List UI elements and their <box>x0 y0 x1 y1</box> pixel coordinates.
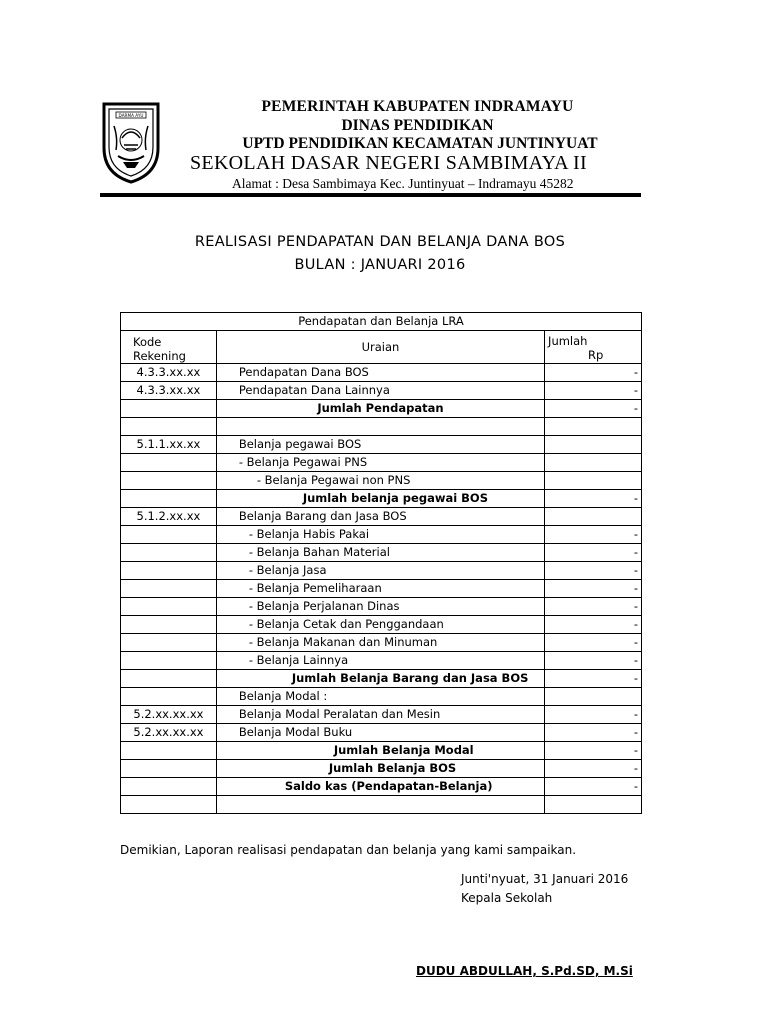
header-uraian: Uraian <box>216 331 544 364</box>
header-kode-rekening <box>121 331 217 364</box>
table-row <box>121 418 642 436</box>
uraian-cell <box>216 796 544 814</box>
kode-cell <box>121 796 217 814</box>
kode-cell <box>121 526 217 544</box>
kode-cell <box>121 454 217 472</box>
logo-motto: DARMA AYU <box>118 113 144 118</box>
uraian-cell: Belanja Modal : <box>216 688 544 706</box>
kode-cell <box>121 634 217 652</box>
uraian-cell: Pendapatan Dana BOS <box>216 364 544 382</box>
kode-cell <box>121 490 217 508</box>
table-row <box>121 508 642 526</box>
kode-cell <box>121 760 217 778</box>
jumlah-cell: - <box>545 706 642 724</box>
kode-cell <box>121 562 217 580</box>
uraian-cell: - Belanja Pegawai non PNS <box>216 472 544 490</box>
jumlah-cell <box>545 688 642 706</box>
jumlah-cell: - <box>545 742 642 760</box>
uraian-cell: - Belanja Pemeliharaan <box>216 580 544 598</box>
kode-cell <box>121 580 217 598</box>
jumlah-cell <box>545 508 642 526</box>
kode-cell <box>121 472 217 490</box>
kode-cell <box>121 418 217 436</box>
kode-cell: 5.1.1.xx.xx <box>121 436 217 454</box>
uraian-cell: Jumlah Pendapatan <box>216 400 544 418</box>
kode-cell: 4.3.3.xx.xx <box>121 364 217 382</box>
uraian-cell: Jumlah belanja pegawai BOS <box>216 490 544 508</box>
kode-cell <box>121 598 217 616</box>
table-row <box>121 454 642 472</box>
jumlah-cell: - <box>545 760 642 778</box>
letterhead-address: Alamat : Desa Sambimaya Kec. Juntinyuat – Indramayu 45282 <box>232 176 574 191</box>
letterhead <box>100 98 640 198</box>
uraian-cell: - Belanja Lainnya <box>216 652 544 670</box>
table-row <box>121 562 642 580</box>
table-row <box>121 670 642 688</box>
kode-cell <box>121 616 217 634</box>
jumlah-cell: - <box>545 400 642 418</box>
table-row <box>121 706 642 724</box>
table-row <box>121 364 642 382</box>
jumlah-cell: - <box>545 634 642 652</box>
jumlah-cell <box>545 472 642 490</box>
lra-table <box>120 312 642 814</box>
uraian-cell: Jumlah Belanja Barang dan Jasa BOS <box>216 670 544 688</box>
jumlah-cell <box>545 418 642 436</box>
uraian-cell: Belanja Modal Buku <box>216 724 544 742</box>
uraian-cell: Jumlah Belanja BOS <box>216 760 544 778</box>
kode-cell: 4.3.3.xx.xx <box>121 382 217 400</box>
place-date: Junti'nyuat, 31 Januari 2016 <box>461 872 629 886</box>
table-row <box>121 688 642 706</box>
letterhead-department: DINAS PENDIDIKAN <box>341 117 494 134</box>
report-period: BULAN : JANUARI 2016 <box>294 257 466 273</box>
uraian-cell: - Belanja Bahan Material <box>216 544 544 562</box>
table-row <box>121 472 642 490</box>
report-title: REALISASI PENDAPATAN DAN BELANJA DANA BOS <box>194 234 566 250</box>
table-row <box>121 724 642 742</box>
uraian-cell: Pendapatan Dana Lainnya <box>216 382 544 400</box>
header-rp-label: Rp <box>588 348 604 362</box>
letterhead-uptd: UPTD PENDIDIKAN KECAMATAN JUNTINYUAT <box>242 135 598 152</box>
table-row <box>121 544 642 562</box>
jumlah-cell: - <box>545 526 642 544</box>
table-row <box>121 490 642 508</box>
jumlah-cell: - <box>545 490 642 508</box>
uraian-cell: Belanja pegawai BOS <box>216 436 544 454</box>
table-row <box>121 742 642 760</box>
kode-cell <box>121 778 217 796</box>
uraian-cell: - Belanja Pegawai PNS <box>216 454 544 472</box>
table-row <box>121 760 642 778</box>
uraian-cell: - Belanja Habis Pakai <box>216 526 544 544</box>
signatory-name: DUDU ABDULLAH, S.Pd.SD, M.Si <box>416 964 633 978</box>
kode-cell <box>121 400 217 418</box>
table-caption: Pendapatan dan Belanja LRA <box>121 313 642 331</box>
uraian-cell: Belanja Barang dan Jasa BOS <box>216 508 544 526</box>
jumlah-cell: - <box>545 598 642 616</box>
kode-cell: 5.2.xx.xx.xx <box>121 706 217 724</box>
jumlah-cell: - <box>545 616 642 634</box>
table-row <box>121 652 642 670</box>
jumlah-cell: - <box>545 544 642 562</box>
header-kode-label: Kode <box>133 335 162 349</box>
kode-cell <box>121 688 217 706</box>
uraian-cell: - Belanja Perjalanan Dinas <box>216 598 544 616</box>
table-row <box>121 616 642 634</box>
kode-cell <box>121 544 217 562</box>
closing-statement: Demikian, Laporan realisasi pendapatan dan belanja yang kami sampaikan. <box>120 843 577 857</box>
jumlah-cell <box>545 796 642 814</box>
table-row <box>121 796 642 814</box>
header-rekening-label: Rekening <box>133 349 186 363</box>
header-jumlah <box>545 331 642 364</box>
uraian-cell: - Belanja Makanan dan Minuman <box>216 634 544 652</box>
kode-cell: 5.1.2.xx.xx <box>121 508 217 526</box>
table-row <box>121 580 642 598</box>
table-row <box>121 598 642 616</box>
uraian-cell: - Belanja Jasa <box>216 562 544 580</box>
signatory-role: Kepala Sekolah <box>461 891 553 905</box>
jumlah-cell: - <box>545 670 642 688</box>
uraian-cell: Belanja Modal Peralatan dan Mesin <box>216 706 544 724</box>
kode-cell <box>121 670 217 688</box>
regency-emblem-logo <box>100 98 162 184</box>
table-row <box>121 778 642 796</box>
jumlah-cell: - <box>545 652 642 670</box>
table-row <box>121 400 642 418</box>
jumlah-cell: - <box>545 562 642 580</box>
table-row <box>121 382 642 400</box>
jumlah-cell: - <box>545 382 642 400</box>
table-row <box>121 634 642 652</box>
kode-cell: 5.2.xx.xx.xx <box>121 724 217 742</box>
uraian-cell: - Belanja Cetak dan Penggandaan <box>216 616 544 634</box>
letterhead-divider <box>100 193 641 197</box>
uraian-cell <box>216 418 544 436</box>
uraian-cell: Jumlah Belanja Modal <box>216 742 544 760</box>
uraian-cell: Saldo kas (Pendapatan-Belanja) <box>216 778 544 796</box>
letterhead-school-name: SEKOLAH DASAR NEGERI SAMBIMAYA II <box>190 152 587 174</box>
table-row <box>121 526 642 544</box>
jumlah-cell <box>545 454 642 472</box>
jumlah-cell: - <box>545 724 642 742</box>
jumlah-cell: - <box>545 778 642 796</box>
jumlah-cell: - <box>545 364 642 382</box>
kode-cell <box>121 742 217 760</box>
header-jumlah-label: Jumlah <box>548 334 588 348</box>
jumlah-cell: - <box>545 580 642 598</box>
jumlah-cell <box>545 436 642 454</box>
kode-cell <box>121 652 217 670</box>
table-row <box>121 436 642 454</box>
letterhead-government: PEMERINTAH KABUPATEN INDRAMAYU <box>261 98 574 115</box>
